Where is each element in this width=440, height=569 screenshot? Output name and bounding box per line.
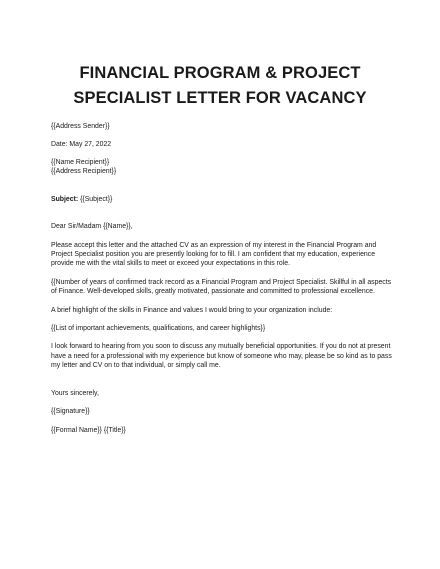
subject-value: {{Subject}}	[78, 195, 113, 203]
paragraph-interest: Please accept this letter and the attached CV as an expression of my interest in the Financial Program and Project Specialist position you are presently looking for to fill. I am confident that my education, experience provide me with the vital skills to meet or exceed your expectations in this role.	[51, 241, 377, 268]
paragraph-experience: {{Number of years of confirmed track record as a Financial Program and Project Specialist. Skillful in all aspects of Finance. Well-developed skills, greatly motivated, passionate and committed to professional excellence.	[51, 278, 392, 296]
letter-body	[51, 122, 396, 435]
title-line-1: FINANCIAL PROGRAM & PROJECT	[79, 64, 361, 82]
subject-line	[51, 195, 396, 204]
closing-phrase: Yours sincerely,	[51, 389, 99, 397]
subject-label: Subject:	[51, 195, 79, 203]
paragraph-skills-intro: A brief highlight of the skills in Finance and values I would bring to your organization include:	[51, 306, 333, 314]
salutation: Dear Sir/Madam {{Name}},	[51, 223, 133, 231]
address-sender: {{Address Sender}}	[51, 123, 110, 130]
title-line-2: SPECIALIST LETTER FOR VACANCY	[73, 89, 367, 107]
paragraph-achievements: {{List of important achievements, qualifications, and career highlights}}	[51, 325, 266, 333]
paragraph-closing-remarks: I look forward to hearing from you soon to discuss any mutually beneficial opportunities. If you do not at present have a need for a professional with my experience but know of someone who may, please be so kind as to pass my letter and CV on to that individual, or simply call me.	[51, 343, 392, 370]
address-recipient: {{Address Recipient}}	[51, 168, 117, 176]
name-recipient: {{Name Recipient}}	[51, 159, 110, 166]
letter-date: Date: May 27, 2022	[51, 141, 112, 148]
signature-placeholder: {{Signature}}	[51, 408, 90, 416]
letter-title	[0, 61, 440, 111]
formal-name: {{Formal Name}} {{Title}}	[51, 426, 126, 434]
